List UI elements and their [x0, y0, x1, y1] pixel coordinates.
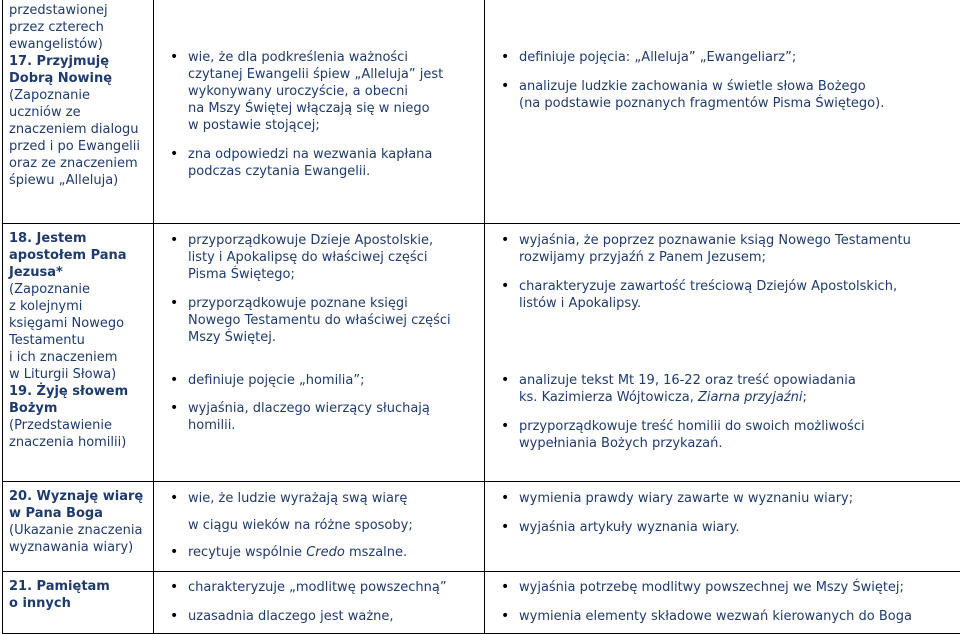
requirements-extended-cell	[485, 224, 960, 482]
requirements-basic-cell	[154, 572, 485, 634]
table-row	[3, 0, 960, 224]
list-item: • wyjaśnia artykuły wyznania wiary.	[485, 519, 960, 536]
requirements-basic-cell	[154, 224, 485, 482]
requirements-extended-cell	[485, 0, 960, 224]
lesson-title: 19. Żyję słowem Bożym	[9, 383, 149, 417]
curriculum-table	[2, 0, 960, 634]
list-item: • analizuje tekst Mt 19, 16-22 oraz treść opowiadania ks. Kazimierza Wójtowicza, Ziarna przyjaźni;	[485, 372, 960, 406]
list-item: • definiuje pojęcia: „Alleluja” „Ewangeliarz”;	[485, 49, 960, 66]
list-item: • wymienia prawdy wiary zawarte w wyznaniu wiary;	[485, 490, 960, 507]
lesson-title: 17. Przyjmuję Dobrą Nowinę	[9, 53, 149, 87]
lesson-description: (Zapoznanie z kolejnymi księgami Nowego Testamentu i ich znaczeniem w Liturgii Słowa)	[9, 281, 149, 383]
lesson-title: 18. Jestem apostołem Pana Jezusa*	[9, 230, 149, 281]
list-item: • uzasadnia dlaczego jest ważne,	[154, 608, 484, 625]
table-row	[3, 224, 960, 482]
list-item: • wie, że dla podkreślenia ważności czytanej Ewangelii śpiew „Alleluja” jest wykonywany uroczyście, a obecni na Mszy Świętej włączają się w niego w postawie stojącej;	[154, 49, 484, 134]
list-item: • wie, że ludzie wyrażają swą wiarę	[154, 490, 484, 507]
lesson-cell	[3, 482, 154, 572]
list-item: • recytuje wspólnie Credo mszalne.	[154, 544, 484, 561]
list-item: • przyporządkowuje treść homilii do swoich możliwości wypełniania Bożych przykazań.	[485, 418, 960, 452]
lesson-title: 20. Wyznaję wiarę w Pana Boga	[9, 488, 149, 522]
lesson-title: 21. Pamiętam o innych	[9, 578, 149, 612]
prev-lesson-continuation: przedstawionej przez czterech ewangelistów)	[9, 2, 149, 53]
list-item: • wyjaśnia, że poprzez poznawanie ksiąg Nowego Testamentu rozwijamy przyjaźń z Panem Jezusem;	[485, 232, 960, 266]
list-item-continuation: w ciągu wieków na różne sposoby;	[154, 517, 484, 534]
list-item: • definiuje pojęcie „homilia”;	[154, 372, 484, 389]
requirements-extended-cell	[485, 482, 960, 572]
list-item: • przyporządkowuje Dzieje Apostolskie, listy i Apokalipsę do właściwej części Pisma Świętego;	[154, 232, 484, 283]
list-item: • przyporządkowuje poznane księgi Nowego Testamentu do właściwej części Mszy Świętej.	[154, 295, 484, 346]
list-item: • charakteryzuje zawartość treściową Dziejów Apostolskich, listów i Apokalipsy.	[485, 278, 960, 312]
list-item: • zna odpowiedzi na wezwania kapłana podczas czytania Ewangelii.	[154, 146, 484, 180]
lesson-description: (Przedstawienie znaczenia homilii)	[9, 417, 149, 451]
lesson-cell	[3, 572, 154, 634]
list-item: • wyjaśnia potrzebę modlitwy powszechnej we Mszy Świętej;	[485, 579, 960, 596]
list-item: • analizuje ludzkie zachowania w świetle słowa Bożego (na podstawie poznanych fragmentów Pisma Świętego).	[485, 78, 960, 112]
lesson-cell	[3, 224, 154, 482]
table-row	[3, 482, 960, 572]
requirements-basic-cell	[154, 0, 485, 224]
requirements-extended-cell	[485, 572, 960, 634]
lesson-cell	[3, 0, 154, 224]
list-item: • wymienia elementy składowe wezwań kierowanych do Boga	[485, 608, 960, 625]
list-item: • wyjaśnia, dlaczego wierzący słuchają homilii.	[154, 400, 484, 434]
table-row	[3, 572, 960, 634]
lesson-description: (Zapoznanie uczniów ze znaczeniem dialogu przed i po Ewangelii oraz ze znaczeniem śpiewu „Alleluja)	[9, 87, 149, 189]
list-item: • charakteryzuje „modlitwę powszechną”	[154, 579, 484, 596]
lesson-description: (Ukazanie znaczenia wyznawania wiary)	[9, 522, 149, 556]
requirements-basic-cell	[154, 482, 485, 572]
